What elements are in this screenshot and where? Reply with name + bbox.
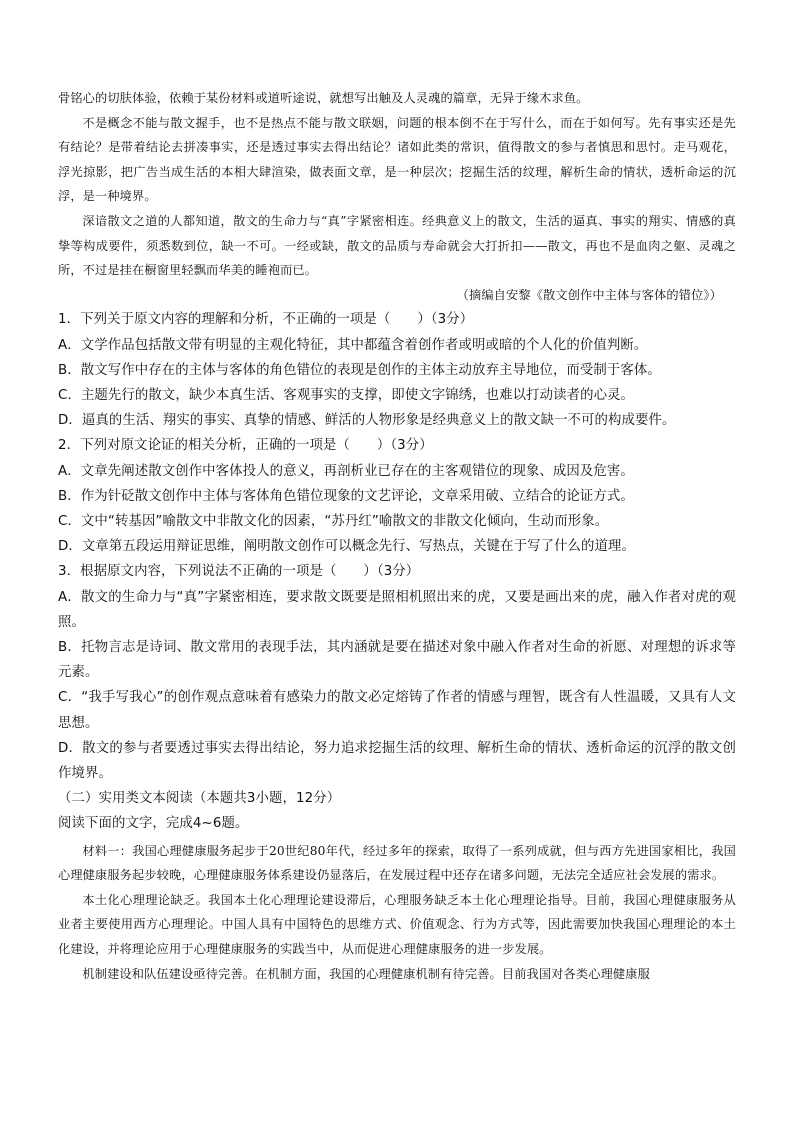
- essay1-paragraph-3: 深谙散文之道的人都知道，散文的生命力与“真”字紧密相连。经典意义上的散文，生活的逼真、事实的翔实、情感的真挚等构成要件，须悉数到位，缺一不可。一经或缺，散文的品质与寿命就会大打折扣——散文，再也不是血肉之躯、灵魂之所，不过是挂在橱窗里轻飘而华美的睡袍而已。: [58, 213, 736, 278]
- question-2-stem: 2．下列对原文论证的相关分析，正确的一项是（ ）（3分）: [58, 438, 433, 454]
- section-2-heading: （二）实用类文本阅读（本题共3小题，12分）: [58, 791, 341, 807]
- question-3-option-b: B．托物言志是诗词、散文常用的表现手法，其内涵就是要在描述对象中融入作者对生命的祈愿、对理想的诉求等元素。: [58, 639, 736, 681]
- essay1-paragraph-1: 骨铭心的切肤体验，依赖于某份材料或道听途说，就想写出触及人灵魂的篇章，无异于缘木求鱼。: [58, 91, 589, 105]
- section-2-instruction: 阅读下面的文字，完成4~6题。: [58, 816, 249, 832]
- question-2: [58, 433, 736, 559]
- essay1-source: （摘编自安黎《散文创作中主体与客体的错位》）: [456, 287, 722, 302]
- question-1-option-b: B．散文写作中存在的主体与客体的角色错位的表现是创作的主体主动放弃主导地位，而受制于客体。: [58, 362, 661, 378]
- question-3-option-c: C．“我手写我心”的创作观点意味着有感染力的散文必定熔铸了作者的情感与理智，既含有人性温暖，又具有人文思想。: [58, 690, 736, 731]
- question-2-option-c: C．文中“转基因”喻散文中非散文化的因素，“苏丹红”喻散文的非散文化倾向，生动而形象。: [58, 513, 609, 529]
- question-1-option-d: D．逼真的生活、翔实的事实、真挚的情感、鲜活的人物形象是经典意义上的散文缺一不可的构成要件。: [58, 413, 676, 429]
- question-3-option-d: D．散文的参与者要透过事实去得出结论，努力追求挖掘生活的纹理、解析生命的情状、透析命运的沉浮的散文创作境界。: [58, 740, 736, 781]
- material-1-paragraph-1: 材料一：我国心理健康服务起步于20世纪80年代，经过多年的探索，取得了一系列成就，但与西方先进国家相比，我国心理健康服务起步较晚，心理健康服务体系建设仍显落后，在发展过程中还存在诸多问题，无法完全适应社会发展的需求。: [58, 843, 736, 883]
- essay1-paragraph-2: 不是概念不能与散文握手，也不是热点不能与散文联姻，问题的根本倒不在于写什么，而在于如何写。先有事实还是先有结论？是带着结论去拼凑事实，还是透过事实去得出结论？诸如此类的常识，值得散文的参与者慎思和思忖。走马观花，浮光掠影，把广告当成生活的本相大肆渲染，做表面文章，是一种层次；挖掘生活的纹理，解析生命的情状，透析命运的沉浮，是一种境界。: [58, 115, 736, 204]
- question-1: [58, 307, 736, 433]
- material-1-paragraph-2: 本土化心理理论缺乏。我国本土化心理理论建设滞后，心理服务缺乏本土化心理理论指导。目前，我国心理健康服务从业者主要使用西方心理理论。中国人具有中国特色的思维方式、价值观念、行为方式等，因此需要加快我国心理理论的本土化建设，并将理论应用于心理健康服务的实践当中，从而促进心理健康服务的进一步发展。: [58, 892, 736, 956]
- question-1-option-c: C．主题先行的散文，缺少本真生活、客观事实的支撑，即使文字锦绣，也难以打动读者的心灵。: [58, 387, 635, 403]
- material-1-paragraph-3: 机制建设和队伍建设亟待完善。在机制方面，我国的心理健康机制有待完善。目前我国对各类心理健康服: [82, 966, 650, 981]
- question-2-option-b: B．作为针砭散文创作中主体与客体角色错位现象的文艺评论，文章采用破、立结合的论证方式。: [58, 488, 634, 504]
- question-3-option-a: A．散文的生命力与“真”字紧密相连，要求散文既要是照相机照出来的虎，又要是画出来的虎，融入作者对虎的观照。: [58, 589, 736, 630]
- question-3: [58, 559, 736, 786]
- question-2-option-a: A．文章先阐述散文创作中客体投人的意义，再剖析业已存在的主客观错位的现象、成因及危害。: [58, 463, 634, 479]
- question-2-option-d: D．文章第五段运用辩证思维，阐明散文创作可以概念先行、写热点，关键在于写了什么的道理。: [58, 539, 636, 555]
- question-1-stem: 1．下列关于原文内容的理解和分析，不正确的一项是（ ）（3分）: [58, 312, 474, 328]
- question-3-stem: 3．根据原文内容，下列说法不正确的一项是（ ）（3分）: [58, 564, 420, 580]
- question-1-option-a: A．文学作品包括散文带有明显的主观化特征，其中都蕴含着创作者或明或暗的个人化的价值判断。: [58, 337, 648, 353]
